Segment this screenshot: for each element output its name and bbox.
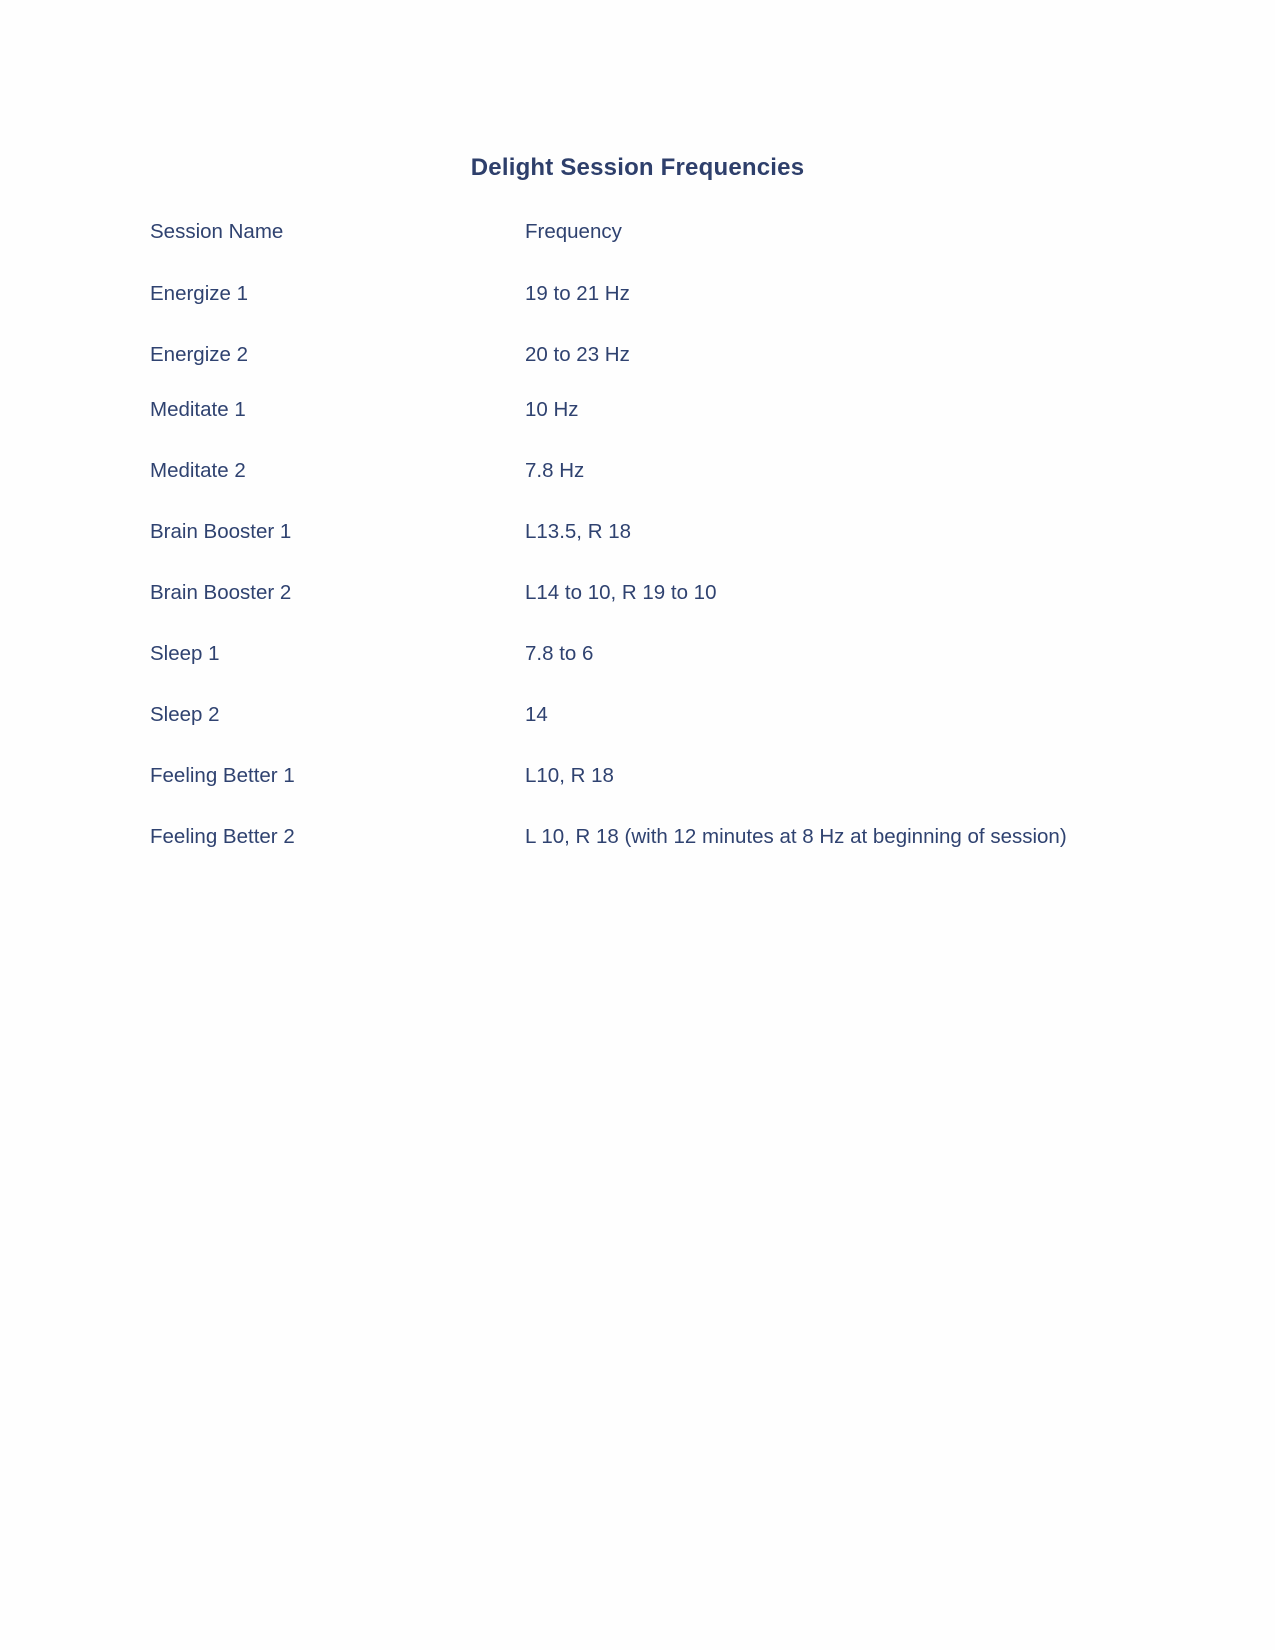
page-title: Delight Session Frequencies xyxy=(470,154,805,181)
session-name: Meditate 1 xyxy=(150,398,246,421)
table-row xyxy=(150,396,1200,424)
table-row xyxy=(150,701,1200,729)
session-frequency: L14 to 10, R 19 to 10 xyxy=(525,581,717,604)
column-header-session-name: Session Name xyxy=(150,220,284,243)
table-row xyxy=(150,280,1200,308)
session-frequency: 7.8 to 6 xyxy=(525,642,594,665)
session-frequency: 20 to 23 Hz xyxy=(525,343,630,366)
table-row xyxy=(150,823,1200,851)
table-row xyxy=(150,457,1200,485)
session-name: Feeling Better 2 xyxy=(150,825,295,848)
session-name: Energize 1 xyxy=(150,282,249,305)
session-frequency: 19 to 21 Hz xyxy=(525,282,630,305)
session-frequency: L10, R 18 xyxy=(525,764,614,787)
table-row xyxy=(150,762,1200,790)
table-header-row xyxy=(150,218,1200,246)
session-frequency: L 10, R 18 (with 12 minutes at 8 Hz at beginning of session) xyxy=(525,825,1067,848)
session-frequency: L13.5, R 18 xyxy=(525,520,631,543)
session-name: Brain Booster 2 xyxy=(150,581,292,604)
column-header-frequency: Frequency xyxy=(525,220,622,243)
session-frequency: 14 xyxy=(525,703,548,726)
table-row xyxy=(150,341,1200,369)
session-name: Energize 2 xyxy=(150,343,249,366)
table-row xyxy=(150,518,1200,546)
session-name: Sleep 1 xyxy=(150,642,220,665)
table-row xyxy=(150,640,1200,668)
session-frequency: 7.8 Hz xyxy=(525,459,585,482)
session-name: Meditate 2 xyxy=(150,459,246,482)
session-name: Brain Booster 1 xyxy=(150,520,292,543)
session-frequency: 10 Hz xyxy=(525,398,579,421)
session-name: Sleep 2 xyxy=(150,703,220,726)
table-row xyxy=(150,579,1200,607)
session-name: Feeling Better 1 xyxy=(150,764,295,787)
